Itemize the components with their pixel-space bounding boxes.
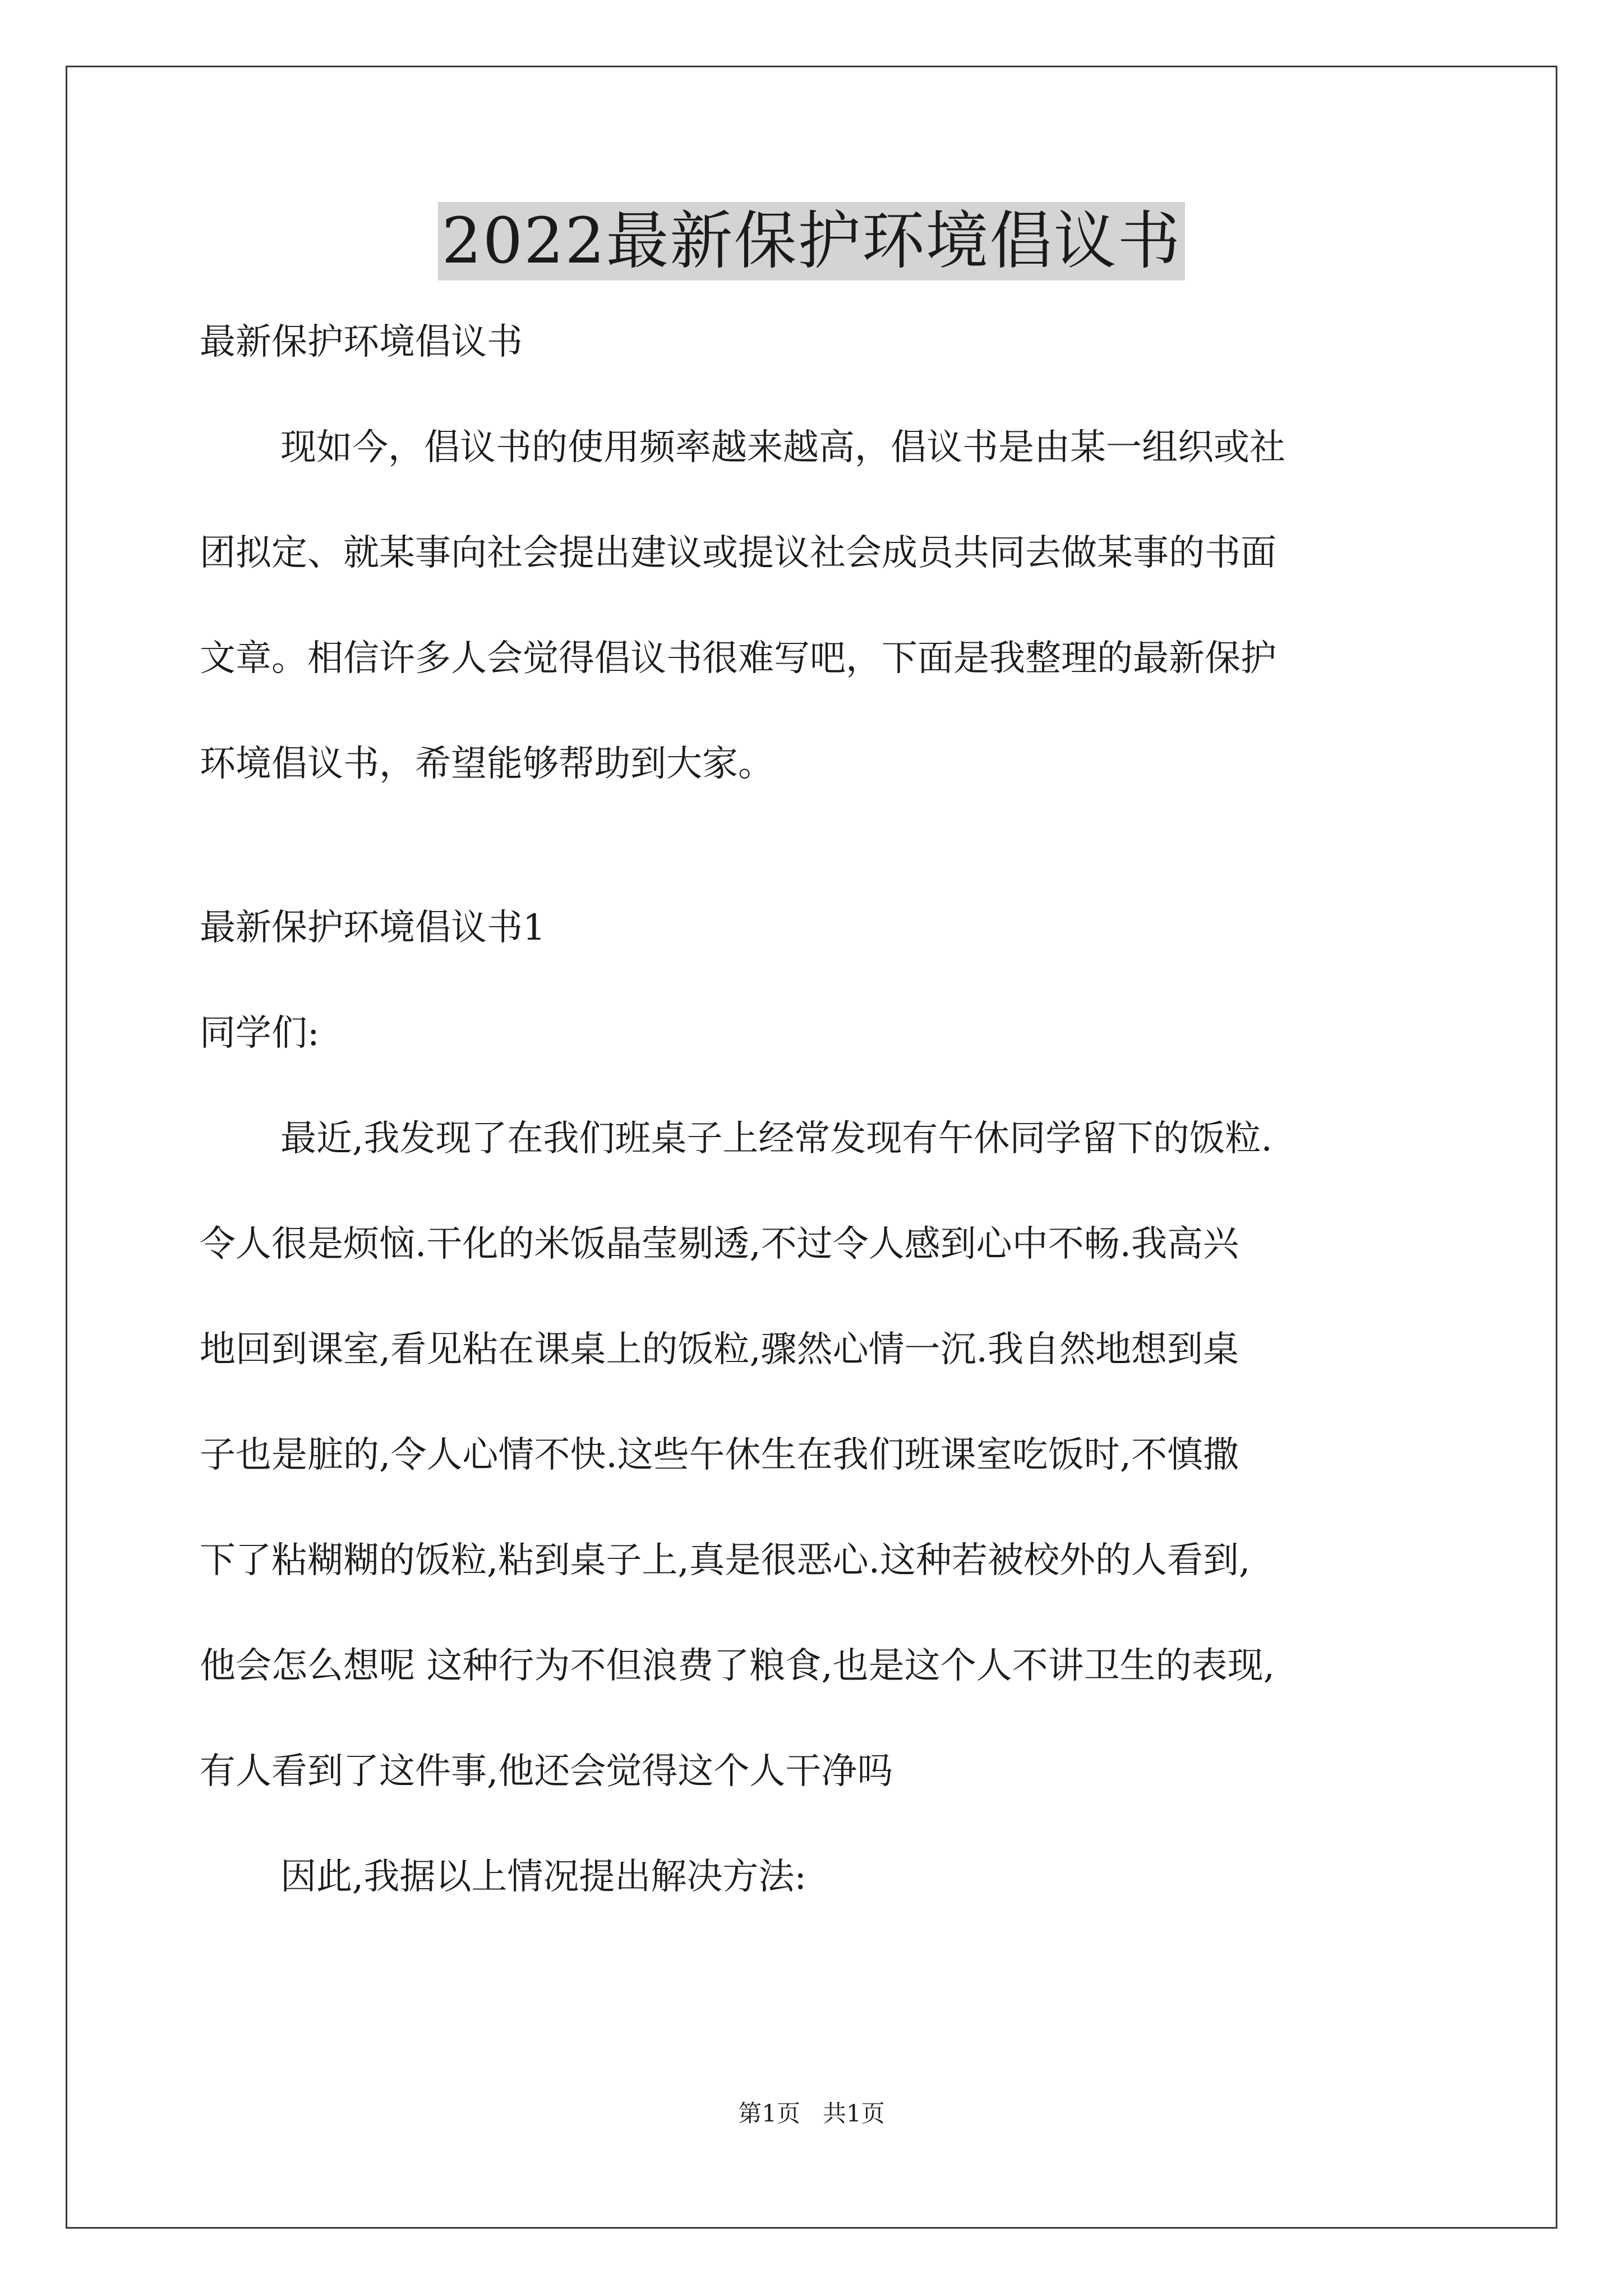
intro-line-2: 团拟定、就某事向社会提出建议或提议社会成员共同去做某事的书面 <box>200 532 1276 574</box>
document-subtitle: 最新保护环境倡议书 <box>200 321 523 363</box>
intro-line-4: 环境倡议书，希望能够帮助到大家。 <box>200 743 774 785</box>
document-title: 2022最新保护环境倡议书 <box>438 202 1184 280</box>
title-wrapper <box>0 202 1623 280</box>
section-heading: 最新保护环境倡议书1 <box>200 907 546 949</box>
intro-line-3: 文章。相信许多人会觉得倡议书很难写吧，下面是我整理的最新保护 <box>200 638 1276 679</box>
body-line-2: 令人很是烦恼.干化的米饭晶莹剔透,不过令人感到心中不畅.我高兴 <box>200 1223 1239 1265</box>
body-line-6: 他会怎么想呢 这种行为不但浪费了粮食,也是这个人不讲卫生的表现, <box>200 1645 1275 1687</box>
body-line-7: 有人看到了这件事,他还会觉得这个人干净吗 <box>200 1751 893 1792</box>
body-line-4: 子也是脏的,令人心情不快.这些午休生在我们班课室吃饭时,不慎撒 <box>200 1434 1239 1476</box>
body-line-1: 最近,我发现了在我们班桌子上经常发现有午休同学留下的饭粒. <box>280 1118 1272 1159</box>
body-line-5: 下了粘糊糊的饭粒,粘到桌子上,真是很恶心.这种若被校外的人看到, <box>200 1540 1251 1581</box>
body-line-3: 地回到课室,看见粘在课桌上的饭粒,骤然心情一沉.我自然地想到桌 <box>200 1329 1239 1370</box>
intro-line-1: 现如今，倡议书的使用频率越来越高，倡议书是由某一组织或社 <box>280 427 1285 468</box>
page-footer: 第1页 共1页 <box>738 2100 885 2127</box>
closing-line: 因此,我据以上情况提出解决方法: <box>280 1856 806 1898</box>
document-body <box>200 314 1433 1905</box>
salutation: 同学们: <box>200 1013 320 1054</box>
